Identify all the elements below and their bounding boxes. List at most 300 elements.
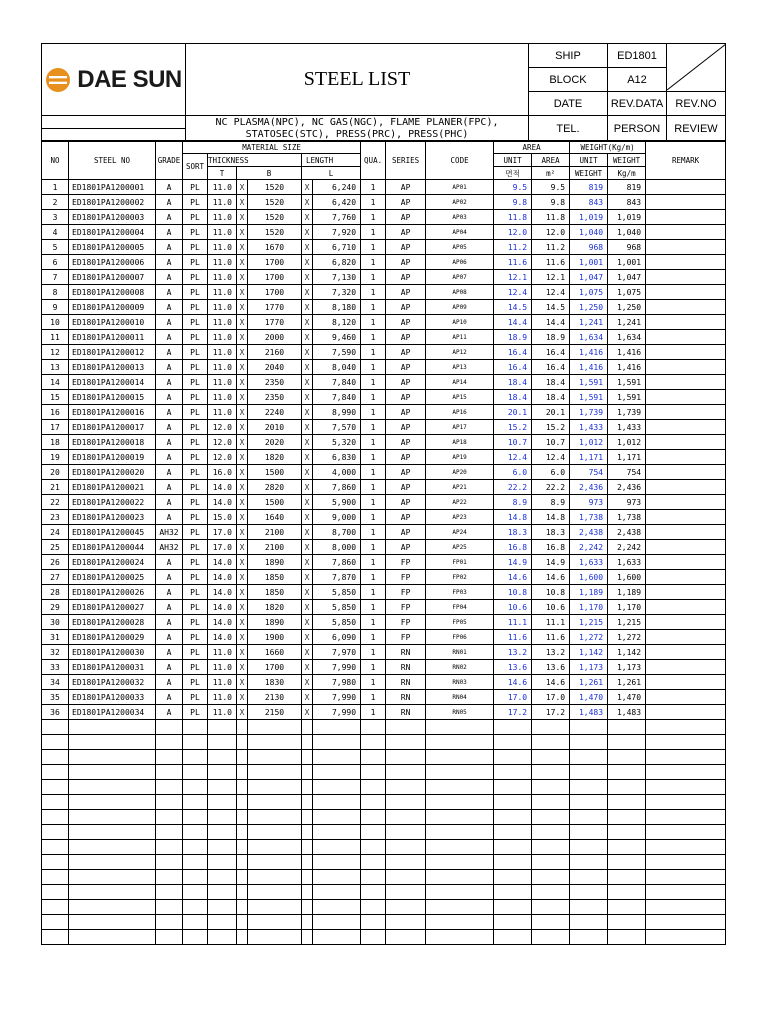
- cell-remark: [646, 705, 726, 720]
- slash-mark: [667, 44, 726, 90]
- cell-unit-area: 8.9: [494, 495, 532, 510]
- table-row: [42, 345, 726, 360]
- cell-code: FP01: [426, 555, 494, 570]
- empty-cell: [42, 780, 69, 795]
- cell-area: 18.4: [532, 390, 570, 405]
- cell-sort: PL: [183, 645, 208, 660]
- cell-weight: 1,215: [608, 615, 646, 630]
- empty-cell: [248, 780, 302, 795]
- empty-cell: [156, 810, 183, 825]
- cell-code: AP04: [426, 225, 494, 240]
- col-thickness: THICKNESS: [208, 154, 302, 167]
- empty-cell: [42, 810, 69, 825]
- empty-cell: [361, 885, 386, 900]
- empty-cell: [302, 855, 313, 870]
- col-weight: WEIGHT(Kg/m): [570, 141, 646, 154]
- empty-cell: [248, 855, 302, 870]
- cell-steel: ED1801PA1200014: [69, 375, 156, 390]
- empty-cell: [313, 795, 361, 810]
- empty-cell: [646, 780, 726, 795]
- cell-weight: 819: [608, 180, 646, 195]
- table-row: [42, 360, 726, 375]
- empty-cell: [426, 915, 494, 930]
- cell-x2: X: [302, 555, 313, 570]
- cell-series: AP: [386, 450, 426, 465]
- cell-weight: 2,436: [608, 480, 646, 495]
- cell-no: 27: [42, 570, 69, 585]
- cell-unit-area: 11.8: [494, 210, 532, 225]
- cell-steel: ED1801PA1200030: [69, 645, 156, 660]
- cell-b: 1520: [248, 210, 302, 225]
- cell-x1: X: [237, 510, 248, 525]
- cell-code: AP14: [426, 375, 494, 390]
- empty-cell: [361, 825, 386, 840]
- cell-t: 11.0: [208, 300, 237, 315]
- cell-l: 6,420: [313, 195, 361, 210]
- cell-code: AP06: [426, 255, 494, 270]
- cell-x2: X: [302, 435, 313, 450]
- empty-cell: [208, 735, 237, 750]
- cell-series: AP: [386, 300, 426, 315]
- cell-x2: X: [302, 585, 313, 600]
- empty-cell: [570, 885, 608, 900]
- table-row: [42, 630, 726, 645]
- cell-x1: X: [237, 345, 248, 360]
- cell-area: 14.6: [532, 675, 570, 690]
- cell-remark: [646, 615, 726, 630]
- cell-unit-area: 14.8: [494, 510, 532, 525]
- cell-qua: 1: [361, 495, 386, 510]
- empty-cell: [494, 900, 532, 915]
- cell-area: 12.4: [532, 450, 570, 465]
- cell-weight: 968: [608, 240, 646, 255]
- cell-no: 11: [42, 330, 69, 345]
- cell-code: RN02: [426, 660, 494, 675]
- cell-unit-area: 11.6: [494, 630, 532, 645]
- cell-unit-weight: 1,600: [570, 570, 608, 585]
- cell-b: 1670: [248, 240, 302, 255]
- cell-code: FP02: [426, 570, 494, 585]
- empty-cell: [608, 810, 646, 825]
- cell-remark: [646, 690, 726, 705]
- cell-grade: AH32: [156, 540, 183, 555]
- empty-row: [42, 795, 726, 810]
- cell-unit-weight: 1,241: [570, 315, 608, 330]
- empty-cell: [494, 735, 532, 750]
- table-row: [42, 225, 726, 240]
- cell-unit-weight: 2,438: [570, 525, 608, 540]
- cell-qua: 1: [361, 180, 386, 195]
- cell-b: 1890: [248, 615, 302, 630]
- cell-b: 2000: [248, 330, 302, 345]
- cell-weight: 1,250: [608, 300, 646, 315]
- cell-area: 10.7: [532, 435, 570, 450]
- cell-weight: 1,272: [608, 630, 646, 645]
- cell-unit-area: 14.6: [494, 675, 532, 690]
- cell-area: 18.3: [532, 525, 570, 540]
- empty-cell: [426, 855, 494, 870]
- empty-cell: [608, 825, 646, 840]
- cell-x1: X: [237, 225, 248, 240]
- empty-cell: [494, 855, 532, 870]
- cell-steel: ED1801PA1200045: [69, 525, 156, 540]
- cell-sort: PL: [183, 615, 208, 630]
- cell-x1: X: [237, 420, 248, 435]
- empty-cell: [608, 750, 646, 765]
- cell-t: 11.0: [208, 240, 237, 255]
- cell-code: AP02: [426, 195, 494, 210]
- empty-cell: [237, 840, 248, 855]
- col-b: B: [237, 167, 302, 180]
- cell-b: 2010: [248, 420, 302, 435]
- ship-value: ED1801: [608, 44, 667, 68]
- cell-code: RN04: [426, 690, 494, 705]
- empty-cell: [208, 780, 237, 795]
- cell-x2: X: [302, 360, 313, 375]
- empty-cell: [386, 795, 426, 810]
- cell-code: RN03: [426, 675, 494, 690]
- cell-series: AP: [386, 540, 426, 555]
- cell-area: 11.6: [532, 255, 570, 270]
- cell-grade: A: [156, 315, 183, 330]
- cell-unit-weight: 1,272: [570, 630, 608, 645]
- col-unit-weight-sub: WEIGHT: [570, 167, 608, 180]
- empty-cell: [42, 765, 69, 780]
- cell-t: 11.0: [208, 345, 237, 360]
- cell-b: 2100: [248, 540, 302, 555]
- cell-sort: PL: [183, 675, 208, 690]
- cell-x2: X: [302, 540, 313, 555]
- cell-series: AP: [386, 180, 426, 195]
- empty-cell: [532, 870, 570, 885]
- table-row: [42, 480, 726, 495]
- cell-no: 8: [42, 285, 69, 300]
- cell-qua: 1: [361, 345, 386, 360]
- cell-qua: 1: [361, 330, 386, 345]
- empty-cell: [208, 855, 237, 870]
- table-row: [42, 195, 726, 210]
- empty-cell: [426, 735, 494, 750]
- cell-series: AP: [386, 225, 426, 240]
- cell-area: 9.5: [532, 180, 570, 195]
- cell-steel: ED1801PA1200020: [69, 465, 156, 480]
- cell-x1: X: [237, 195, 248, 210]
- table-row: [42, 465, 726, 480]
- table-row: [42, 405, 726, 420]
- empty-cell: [183, 795, 208, 810]
- empty-cell: [248, 765, 302, 780]
- empty-cell: [183, 765, 208, 780]
- process-description: [186, 116, 529, 142]
- empty-cell: [156, 795, 183, 810]
- cell-no: 17: [42, 420, 69, 435]
- cell-series: AP: [386, 345, 426, 360]
- cell-no: 25: [42, 540, 69, 555]
- empty-cell: [608, 855, 646, 870]
- cell-no: 13: [42, 360, 69, 375]
- cell-remark: [646, 195, 726, 210]
- date-label: DATE: [529, 92, 608, 116]
- cell-remark: [646, 255, 726, 270]
- cell-grade: A: [156, 360, 183, 375]
- cell-unit-weight: 1,739: [570, 405, 608, 420]
- cell-b: 1830: [248, 675, 302, 690]
- cell-x2: X: [302, 510, 313, 525]
- cell-grade: A: [156, 450, 183, 465]
- tel-label: TEL.: [529, 116, 608, 142]
- empty-cell: [608, 735, 646, 750]
- cell-unit-weight: 1,040: [570, 225, 608, 240]
- empty-cell: [302, 780, 313, 795]
- empty-cell: [494, 870, 532, 885]
- empty-cell: [532, 735, 570, 750]
- table-row: [42, 555, 726, 570]
- cell-x1: X: [237, 210, 248, 225]
- cell-sort: PL: [183, 405, 208, 420]
- cell-sort: PL: [183, 330, 208, 345]
- rev-no-label: REV.NO: [667, 92, 726, 116]
- cell-weight: 1,738: [608, 510, 646, 525]
- cell-unit-weight: 1,142: [570, 645, 608, 660]
- cell-t: 12.0: [208, 420, 237, 435]
- empty-cell: [386, 840, 426, 855]
- cell-b: 2820: [248, 480, 302, 495]
- empty-cell: [532, 810, 570, 825]
- cell-unit-area: 11.6: [494, 255, 532, 270]
- cell-x2: X: [302, 390, 313, 405]
- cell-l: 7,760: [313, 210, 361, 225]
- cell-qua: 1: [361, 645, 386, 660]
- empty-row: [42, 780, 726, 795]
- table-row: [42, 255, 726, 270]
- empty-cell: [386, 750, 426, 765]
- empty-cell: [183, 885, 208, 900]
- cell-weight: 1,170: [608, 600, 646, 615]
- cell-b: 2100: [248, 525, 302, 540]
- cell-area: 6.0: [532, 465, 570, 480]
- empty-cell: [313, 810, 361, 825]
- cell-b: 2130: [248, 690, 302, 705]
- cell-x2: X: [302, 570, 313, 585]
- empty-cell: [532, 930, 570, 945]
- cell-l: 9,460: [313, 330, 361, 345]
- empty-cell: [248, 735, 302, 750]
- empty-cell: [208, 765, 237, 780]
- cell-unit-area: 14.4: [494, 315, 532, 330]
- empty-cell: [313, 750, 361, 765]
- table-row: [42, 675, 726, 690]
- cell-qua: 1: [361, 630, 386, 645]
- cell-x2: X: [302, 225, 313, 240]
- cell-steel: ED1801PA1200012: [69, 345, 156, 360]
- table-row: [42, 615, 726, 630]
- empty-row: [42, 720, 726, 735]
- cell-steel: ED1801PA1200024: [69, 555, 156, 570]
- cell-steel: ED1801PA1200027: [69, 600, 156, 615]
- table-row: [42, 690, 726, 705]
- table-row: [42, 270, 726, 285]
- empty-cell: [386, 885, 426, 900]
- cell-x2: X: [302, 180, 313, 195]
- cell-remark: [646, 300, 726, 315]
- process-line-2: STATOSEC(STC), PRESS(PRC), PRESS(PHC): [245, 128, 469, 140]
- cell-qua: 1: [361, 570, 386, 585]
- cell-weight: 1,416: [608, 360, 646, 375]
- cell-grade: A: [156, 615, 183, 630]
- cell-x2: X: [302, 315, 313, 330]
- empty-cell: [42, 750, 69, 765]
- cell-qua: 1: [361, 375, 386, 390]
- empty-cell: [386, 720, 426, 735]
- cell-grade: A: [156, 480, 183, 495]
- cell-x1: X: [237, 315, 248, 330]
- table-row: [42, 645, 726, 660]
- table-row: [42, 330, 726, 345]
- cell-code: AP08: [426, 285, 494, 300]
- empty-cell: [302, 750, 313, 765]
- cell-no: 4: [42, 225, 69, 240]
- empty-cell: [156, 855, 183, 870]
- col-remark: REMARK: [646, 141, 726, 180]
- empty-cell: [426, 720, 494, 735]
- cell-b: 2040: [248, 360, 302, 375]
- cell-qua: 1: [361, 255, 386, 270]
- cell-no: 15: [42, 390, 69, 405]
- cell-t: 14.0: [208, 555, 237, 570]
- cell-t: 11.0: [208, 690, 237, 705]
- cell-code: AP15: [426, 390, 494, 405]
- empty-cell: [426, 795, 494, 810]
- cell-b: 2160: [248, 345, 302, 360]
- empty-cell: [237, 855, 248, 870]
- cell-steel: ED1801PA1200017: [69, 420, 156, 435]
- cell-t: 11.0: [208, 255, 237, 270]
- cell-area: 12.0: [532, 225, 570, 240]
- cell-area: 14.9: [532, 555, 570, 570]
- cell-series: AP: [386, 525, 426, 540]
- cell-area: 14.4: [532, 315, 570, 330]
- table-row: [42, 510, 726, 525]
- cell-sort: PL: [183, 315, 208, 330]
- col-weight-sub: WEIGHT: [608, 154, 646, 167]
- cell-grade: A: [156, 210, 183, 225]
- cell-unit-area: 10.7: [494, 435, 532, 450]
- empty-cell: [386, 765, 426, 780]
- cell-x2: X: [302, 300, 313, 315]
- cell-no: 23: [42, 510, 69, 525]
- cell-t: 15.0: [208, 510, 237, 525]
- empty-cell: [313, 825, 361, 840]
- cell-x2: X: [302, 375, 313, 390]
- empty-cell: [532, 885, 570, 900]
- empty-cell: [570, 765, 608, 780]
- cell-no: 20: [42, 465, 69, 480]
- cell-series: AP: [386, 195, 426, 210]
- cell-unit-weight: 1,019: [570, 210, 608, 225]
- cell-x1: X: [237, 615, 248, 630]
- cell-series: FP: [386, 585, 426, 600]
- cell-area: 12.4: [532, 285, 570, 300]
- cell-unit-area: 13.6: [494, 660, 532, 675]
- cell-grade: A: [156, 495, 183, 510]
- cell-area: 17.2: [532, 705, 570, 720]
- cell-l: 7,990: [313, 690, 361, 705]
- cell-no: 12: [42, 345, 69, 360]
- cell-grade: A: [156, 570, 183, 585]
- cell-grade: A: [156, 345, 183, 360]
- empty-cell: [69, 750, 156, 765]
- empty-cell: [42, 840, 69, 855]
- cell-sort: PL: [183, 600, 208, 615]
- cell-unit-area: 9.5: [494, 180, 532, 195]
- empty-cell: [386, 930, 426, 945]
- empty-cell: [570, 810, 608, 825]
- empty-cell: [42, 795, 69, 810]
- cell-area: 18.9: [532, 330, 570, 345]
- cell-remark: [646, 330, 726, 345]
- col-qua: QUA.: [361, 141, 386, 180]
- cell-weight: 1,470: [608, 690, 646, 705]
- cell-x1: X: [237, 555, 248, 570]
- empty-cell: [248, 825, 302, 840]
- cell-qua: 1: [361, 480, 386, 495]
- empty-row: [42, 735, 726, 750]
- cell-x2: X: [302, 495, 313, 510]
- cell-no: 32: [42, 645, 69, 660]
- cell-unit-area: 17.2: [494, 705, 532, 720]
- empty-row: [42, 765, 726, 780]
- cell-code: RN01: [426, 645, 494, 660]
- cell-unit-weight: 1,591: [570, 390, 608, 405]
- empty-cell: [69, 915, 156, 930]
- empty-row: [42, 855, 726, 870]
- cell-b: 1700: [248, 270, 302, 285]
- col-grade: GRADE: [156, 141, 183, 180]
- cell-series: AP: [386, 210, 426, 225]
- empty-cell: [570, 780, 608, 795]
- empty-cell: [302, 870, 313, 885]
- cell-code: AP09: [426, 300, 494, 315]
- cell-qua: 1: [361, 300, 386, 315]
- empty-cell: [156, 885, 183, 900]
- cell-t: 11.0: [208, 645, 237, 660]
- empty-cell: [426, 930, 494, 945]
- empty-row: [42, 750, 726, 765]
- cell-l: 7,840: [313, 375, 361, 390]
- empty-cell: [302, 810, 313, 825]
- cell-x1: X: [237, 270, 248, 285]
- cell-x2: X: [302, 240, 313, 255]
- cell-sort: PL: [183, 585, 208, 600]
- cell-unit-weight: 1,173: [570, 660, 608, 675]
- empty-cell: [42, 825, 69, 840]
- col-kg-m: Kg/m: [608, 167, 646, 180]
- empty-cell: [646, 735, 726, 750]
- cell-unit-weight: 1,001: [570, 255, 608, 270]
- empty-cell: [237, 750, 248, 765]
- cell-weight: 2,242: [608, 540, 646, 555]
- cell-code: AP22: [426, 495, 494, 510]
- cell-code: FP03: [426, 585, 494, 600]
- cell-steel: ED1801PA1200001: [69, 180, 156, 195]
- empty-cell: [248, 915, 302, 930]
- cell-steel: ED1801PA1200008: [69, 285, 156, 300]
- cell-weight: 1,591: [608, 375, 646, 390]
- cell-no: 33: [42, 660, 69, 675]
- col-steel-no: STEEL NO: [69, 141, 156, 180]
- cell-qua: 1: [361, 405, 386, 420]
- empty-cell: [608, 765, 646, 780]
